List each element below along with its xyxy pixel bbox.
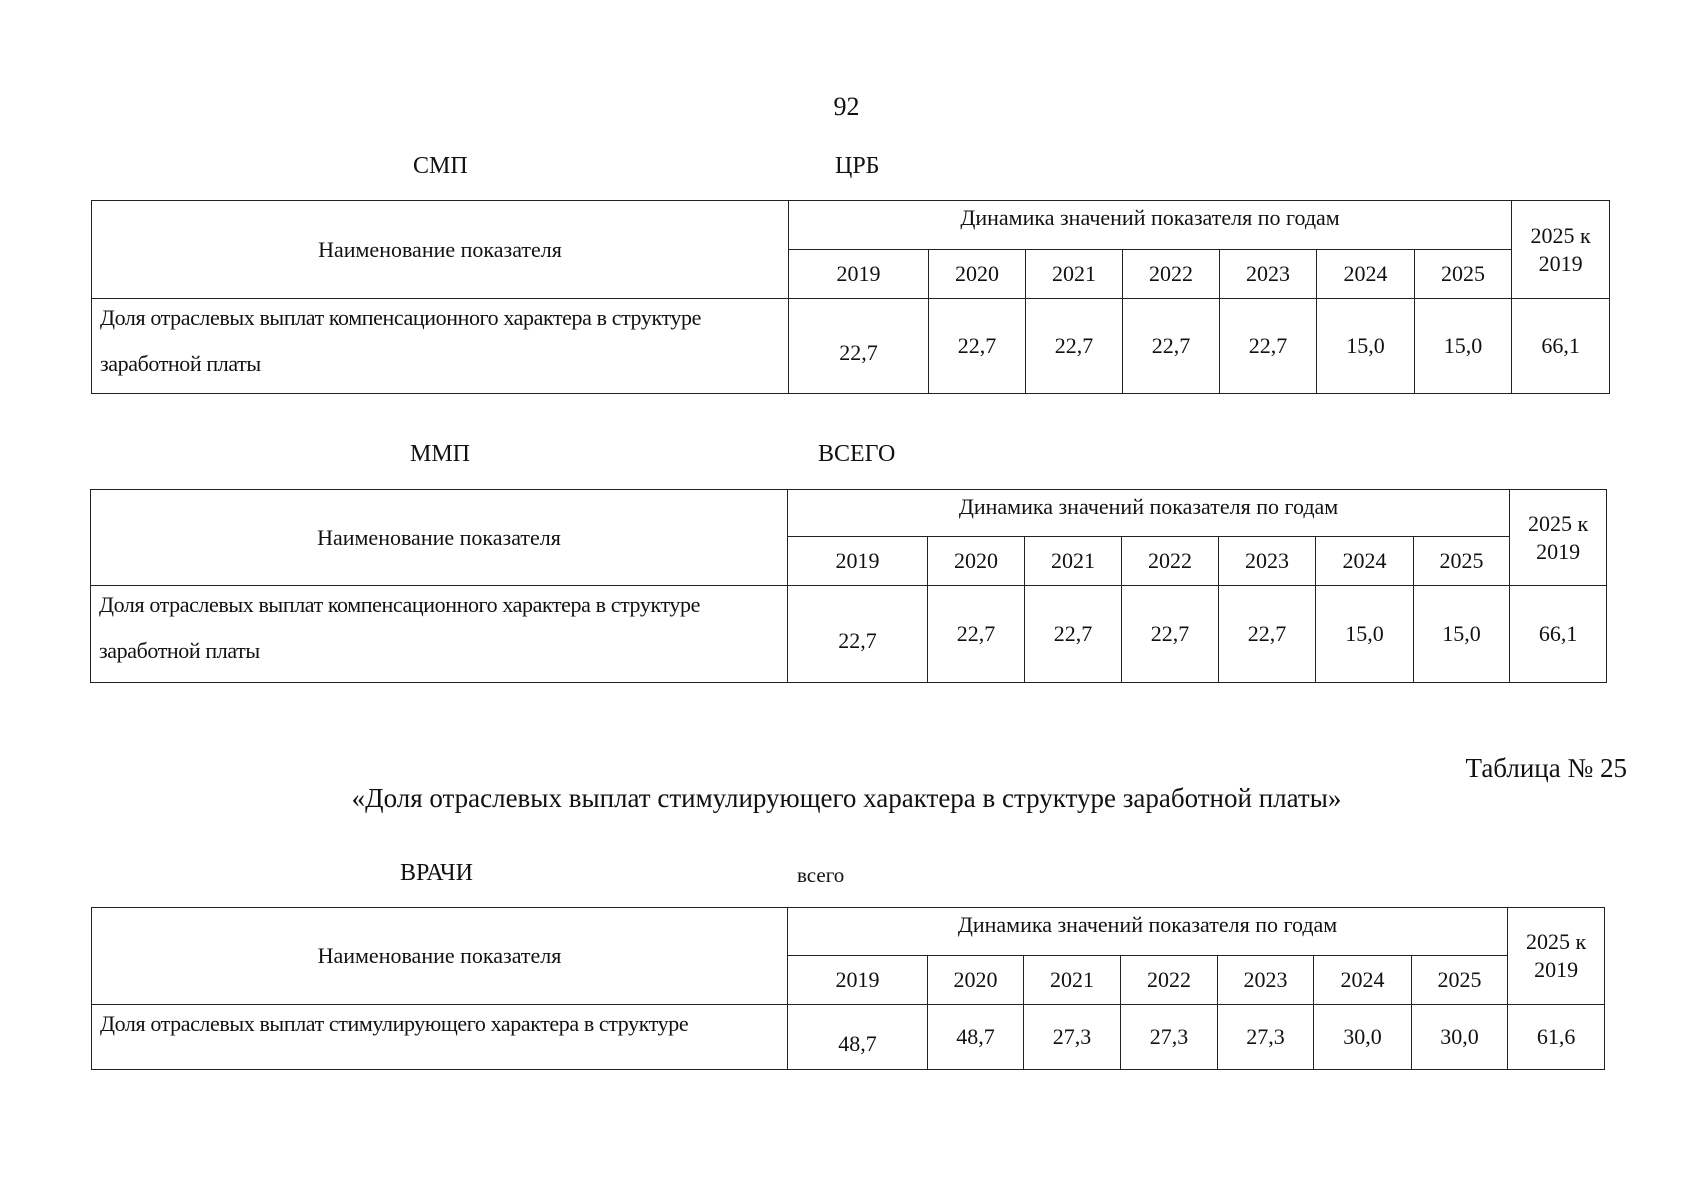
value-cell: 30,0 bbox=[1314, 1005, 1412, 1070]
section-left-label: ВРАЧИ bbox=[400, 860, 473, 886]
year-header: 2022 bbox=[1123, 250, 1220, 299]
year-header: 2024 bbox=[1317, 250, 1415, 299]
year-header: 2024 bbox=[1316, 537, 1414, 586]
column-header-dynamics: Динамика значений показателя по годам bbox=[788, 908, 1508, 956]
year-header: 2025 bbox=[1414, 537, 1510, 586]
indicator-name-cell bbox=[92, 1005, 788, 1070]
indicator-name-line2: заработной платы bbox=[99, 638, 260, 663]
table-row bbox=[92, 1005, 1605, 1070]
ratio-header-line2: 2019 bbox=[1534, 957, 1579, 982]
value-cell: 22,7 bbox=[1220, 299, 1317, 394]
value-cell: 27,3 bbox=[1218, 1005, 1314, 1070]
indicator-name-line1: Доля отраслевых выплат компенсационного характера в структуре bbox=[99, 592, 700, 617]
year-header: 2025 bbox=[1415, 250, 1512, 299]
indicator-name-cell bbox=[91, 586, 788, 683]
column-header-dynamics: Динамика значений показателя по годам bbox=[789, 201, 1512, 250]
year-header: 2019 bbox=[789, 250, 929, 299]
year-header: 2020 bbox=[928, 537, 1025, 586]
table-row bbox=[92, 299, 1610, 394]
value-cell: 22,7 bbox=[1219, 586, 1316, 683]
value-cell: 22,7 bbox=[1025, 586, 1122, 683]
value-cell: 15,0 bbox=[1415, 299, 1512, 394]
indicator-name-line1: Доля отраслевых выплат компенсационного характера в структуре bbox=[100, 305, 701, 330]
page-number: 92 bbox=[833, 92, 860, 121]
year-header: 2024 bbox=[1314, 956, 1412, 1005]
section-right-label: ВСЕГО bbox=[818, 441, 896, 467]
ratio-cell: 66,1 bbox=[1512, 299, 1610, 394]
year-header: 2023 bbox=[1220, 250, 1317, 299]
value-cell: 48,7 bbox=[788, 1005, 928, 1070]
year-header: 2025 bbox=[1412, 956, 1508, 1005]
ratio-header-line1: 2025 к bbox=[1527, 510, 1589, 536]
column-header-name: Наименование показателя bbox=[92, 201, 789, 299]
value-cell: 27,3 bbox=[1121, 1005, 1218, 1070]
indicator-name-line2: заработной платы bbox=[100, 351, 261, 376]
year-header: 2020 bbox=[929, 250, 1026, 299]
ratio-cell: 61,6 bbox=[1508, 1005, 1605, 1070]
column-header-ratio bbox=[1512, 201, 1610, 299]
year-header: 2021 bbox=[1026, 250, 1123, 299]
value-cell: 30,0 bbox=[1412, 1005, 1508, 1070]
ratio-cell: 66,1 bbox=[1510, 586, 1607, 683]
ratio-header-line1: 2025 к bbox=[1530, 222, 1591, 248]
column-header-ratio bbox=[1510, 490, 1607, 586]
ratio-header-line1: 2025 к bbox=[1525, 929, 1587, 954]
indicator-table bbox=[90, 489, 1607, 683]
value-cell: 22,7 bbox=[788, 586, 928, 683]
value-cell: 15,0 bbox=[1316, 586, 1414, 683]
indicator-table bbox=[91, 907, 1605, 1070]
column-header-ratio bbox=[1508, 908, 1605, 1005]
column-header-name: Наименование показателя bbox=[92, 908, 788, 1005]
year-header: 2022 bbox=[1122, 537, 1219, 586]
value-cell: 22,7 bbox=[928, 586, 1025, 683]
column-header-dynamics: Динамика значений показателя по годам bbox=[788, 490, 1510, 537]
ratio-header-line2: 2019 bbox=[1536, 538, 1581, 564]
value-cell: 27,3 bbox=[1024, 1005, 1121, 1070]
indicator-table bbox=[91, 200, 1610, 394]
value-cell: 15,0 bbox=[1317, 299, 1415, 394]
value-cell: 48,7 bbox=[928, 1005, 1024, 1070]
value-cell: 22,7 bbox=[789, 299, 929, 394]
indicator-name-line1: Доля отраслевых выплат стимулирующего характера в структуре bbox=[100, 1011, 689, 1036]
year-header: 2021 bbox=[1025, 537, 1122, 586]
value-cell: 15,0 bbox=[1414, 586, 1510, 683]
year-header: 2019 bbox=[788, 956, 928, 1005]
value-cell: 22,7 bbox=[1123, 299, 1220, 394]
value-cell: 22,7 bbox=[1026, 299, 1123, 394]
indicator-name-cell bbox=[92, 299, 789, 394]
table-number: Таблица № 25 bbox=[1465, 753, 1627, 783]
year-header: 2023 bbox=[1219, 537, 1316, 586]
year-header: 2023 bbox=[1218, 956, 1314, 1005]
section-left-label: ММП bbox=[410, 441, 471, 467]
year-header: 2020 bbox=[928, 956, 1024, 1005]
section-right-label: всего bbox=[797, 863, 845, 887]
value-cell: 22,7 bbox=[1122, 586, 1219, 683]
ratio-header-line2: 2019 bbox=[1538, 250, 1583, 276]
table-row bbox=[91, 586, 1607, 683]
section-right-label: ЦРБ bbox=[835, 153, 880, 179]
value-cell: 22,7 bbox=[929, 299, 1026, 394]
table-title: «Доля отраслевых выплат стимулирующего характера в структуре заработной платы» bbox=[351, 783, 1342, 813]
year-header: 2021 bbox=[1024, 956, 1121, 1005]
section-left-label: СМП bbox=[413, 153, 468, 179]
column-header-name: Наименование показателя bbox=[91, 490, 788, 586]
year-header: 2022 bbox=[1121, 956, 1218, 1005]
year-header: 2019 bbox=[788, 537, 928, 586]
